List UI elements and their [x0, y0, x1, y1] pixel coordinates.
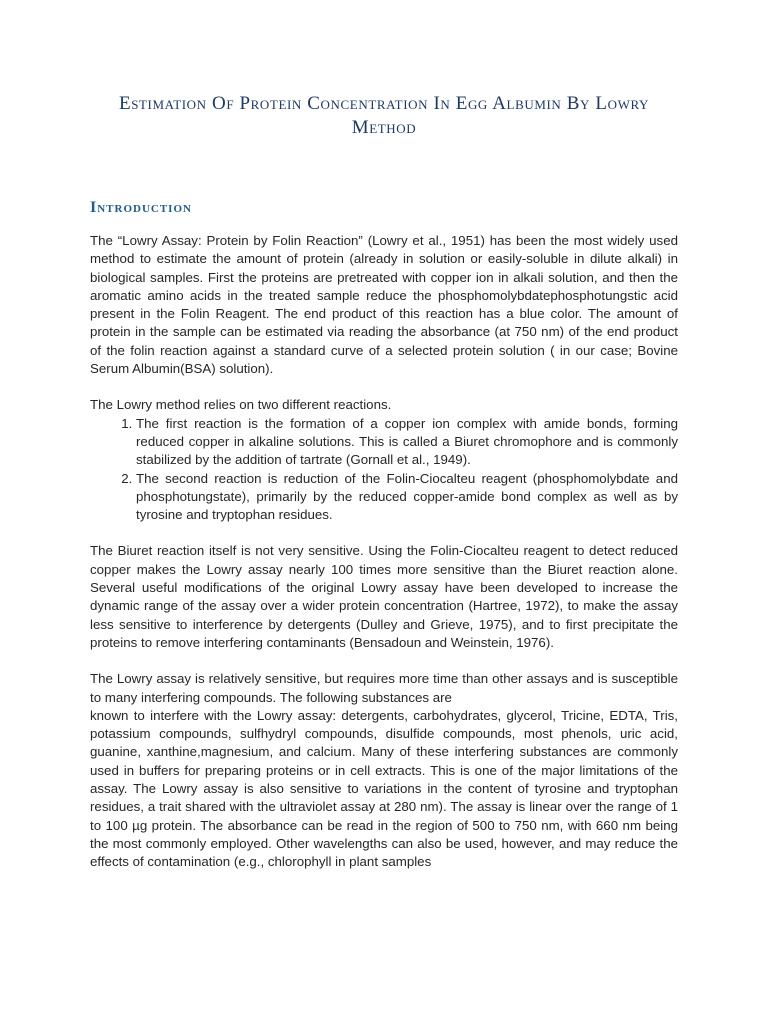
paragraph-introduction: The “Lowry Assay: Protein by Folin Reaction” (Lowry et al., 1951) has been the most widely used method to estimate the amount of protein (already in solution or easily-soluble in dilute alkali) in biological samples. First the proteins are pretreated with copper ion in alkali solution, and then the aromatic amino acids in the treated sample reduce the phosphomolybdatephosphotungstic acid present in the Folin Reagent. The end product of this reaction has a blue color. The amount of protein in the sample can be estimated via reading the absorbance (at 750 nm) of the end product of the folin reaction against a standard curve of a selected protein solution ( in our case; Bovine Serum Albumin(BSA) solution). — [90, 233, 678, 377]
paragraph-reactions-intro: The Lowry method relies on two different reactions. — [90, 397, 392, 413]
list-item: 2. The second reaction is reduction of the Folin-Ciocalteu reagent (phosphomolybdate and phosphotungstate), primarily by the reduced copper-amide bond complex as well as by tyrosine and tryptophan residues. — [136, 470, 678, 525]
paragraph-interference-a: The Lowry assay is relatively sensitive, but requires more time than other assays and is susceptible to many interfering compounds. The following substances are — [90, 671, 678, 705]
paragraph-biuret: The Biuret reaction itself is not very sensitive. Using the Folin-Ciocalteu reagent to detect reduced copper makes the Lowry assay nearly 100 times more sensitive than the Biuret reaction alone. Several useful modifications of the original Lowry assay have been developed to increase the dynamic range of the assay over a wider protein concentration (Hartree, 1972), to make the assay less sensitive to interference by detergents (Dulley and Grieve, 1975), and to first precipitate the proteins to remove interfering contaminants (Bensadoun and Weinstein, 1976). — [90, 543, 678, 650]
list-item: 1. The first reaction is the formation of a copper ion complex with amide bonds, forming reduced copper in alkaline solutions. This is called a Biuret chromophore and is commonly stabilized by the addition of tartrate (Gornall et al., 1949). — [136, 415, 678, 470]
section-heading: Introduction — [90, 199, 192, 216]
document-title: Estimation Of Protein Concentration In Egg Albumin By Lowry Method — [118, 93, 649, 138]
paragraph-interference-b: known to interfere with the Lowry assay: detergents, carbohydrates, glycerol, Tricine, EDTA, Tris, potassium compounds, sulfhydryl compounds, disulfide compounds, most phenols, uric acid, guanine, xanthine,magnesium, and calcium. Many of these interfering substances are commonly used in buffers for preparing proteins or in cell extracts. This is one of the major limitations of the assay. The Lowry assay is also sensitive to variations in the content of tyrosine and tryptophan residues, a trait shared with the ultraviolet assay at 280 nm). The assay is linear over the range of 1 to 100 µg protein. The absorbance can be read in the region of 500 to 750 nm, with 660 nm being the most commonly employed. Other wavelengths can also be used, however, and may reduce the effects of contamination (e.g., chlorophyll in plant samples — [90, 707, 678, 870]
reactions-list — [90, 415, 678, 525]
